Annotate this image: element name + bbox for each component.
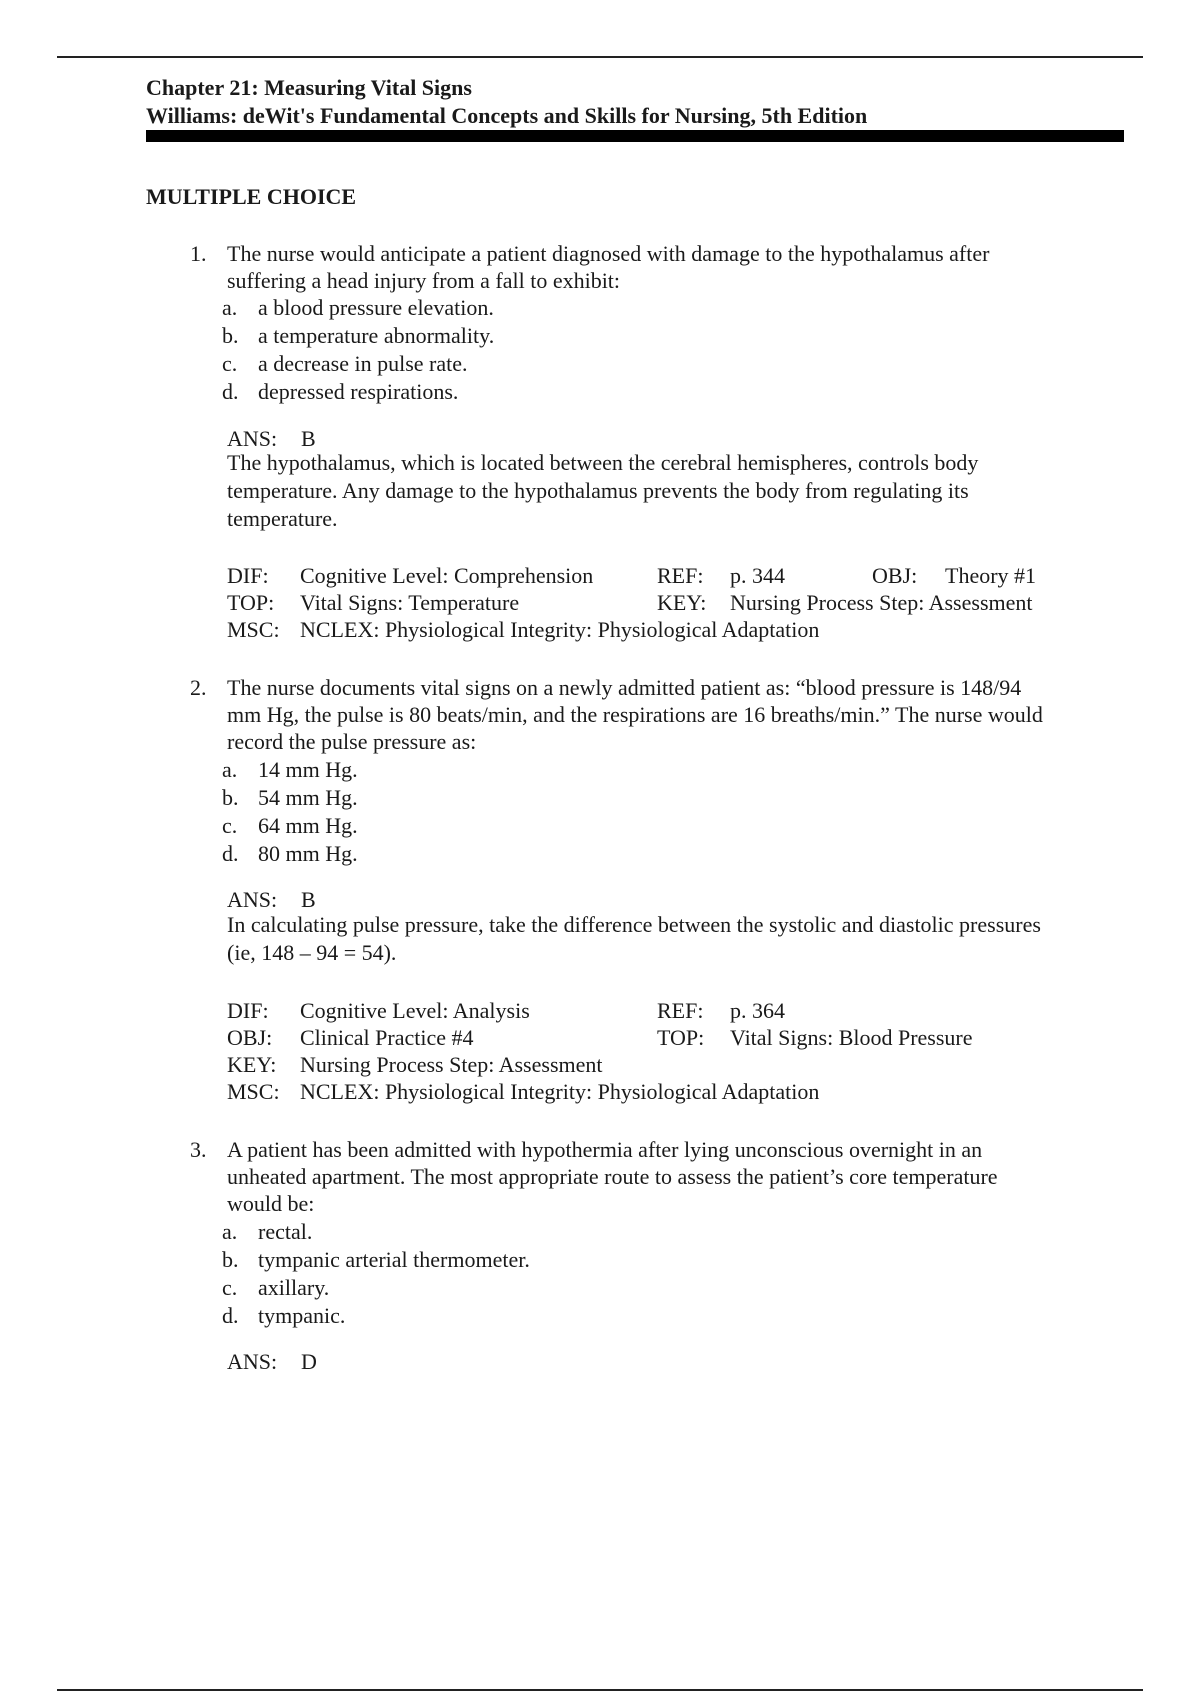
choice-c: c. a decrease in pulse rate.: [222, 351, 468, 376]
question-number: 3.: [190, 1137, 207, 1162]
choice-c: c. 64 mm Hg.: [222, 813, 358, 838]
question-number: 1.: [190, 241, 207, 266]
question-line: unheated apartment. The most appropriate route to assess the patient’s core temperature: [227, 1164, 998, 1189]
question-line: record the pulse pressure as:: [227, 729, 477, 754]
question-number: 2.: [190, 675, 207, 700]
choices: [222, 294, 1122, 406]
answer: ANS: B: [227, 426, 316, 451]
choice-d: d. tympanic.: [222, 1303, 346, 1328]
top-rule: [57, 56, 1143, 58]
bottom-rule: [57, 1689, 1143, 1691]
question-line: would be:: [227, 1191, 315, 1216]
choice-b: b. 54 mm Hg.: [222, 785, 358, 810]
section-title: MULTIPLE CHOICE: [146, 184, 357, 209]
choices: [222, 756, 1122, 868]
choice-c: c. axillary.: [222, 1275, 330, 1300]
question-line: A patient has been admitted with hypothermia after lying unconscious overnight in an: [227, 1137, 983, 1162]
question-line: The nurse documents vital signs on a newly admitted patient as: “blood pressure is 148/94: [227, 675, 1022, 700]
book-title: Williams: deWit's Fundamental Concepts and Skills for Nursing, 5th Edition: [146, 103, 868, 128]
document-header: [146, 74, 1126, 130]
choice-d: d. depressed respirations.: [222, 379, 459, 404]
choice-b: b. a temperature abnormality.: [222, 323, 495, 348]
question-line: The nurse would anticipate a patient diagnosed with damage to the hypothalamus after: [227, 241, 990, 266]
question-line: suffering a head injury from a fall to exhibit:: [227, 268, 621, 293]
question-text: [227, 1136, 1137, 1217]
choice-a: a. a blood pressure elevation.: [222, 295, 494, 320]
choice-a: a. 14 mm Hg.: [222, 757, 358, 782]
chapter-title: Chapter 21: Measuring Vital Signs: [146, 75, 472, 100]
question-metadata: DIF: Cognitive Level: Comprehension REF: p. 344 OBJ: Theory #1 TOP: Vital Signs: Temperature KEY: Nursing Process Step: Assessment MSC: NCLEX: Physiological Integrity: Physiological Adaptation: [227, 563, 1037, 642]
choices: [222, 1218, 1122, 1330]
rationale: The hypothalamus, which is located between the cerebral hemispheres, controls body temperature. Any damage to the hypothalamus prevents the body from regulating its temperature.: [227, 450, 979, 531]
choice-b: b. tympanic arterial thermometer.: [222, 1247, 530, 1272]
question-text: [227, 240, 1137, 294]
question-metadata: DIF: Cognitive Level: Analysis REF: p. 364 OBJ: Clinical Practice #4 TOP: Vital Signs: Blood Pressure KEY: Nursing Process Step: Assessment MSC: NCLEX: Physiological Integrity: Physiological Adaptation: [227, 998, 973, 1104]
answer: ANS: B: [227, 887, 316, 912]
rationale: In calculating pulse pressure, take the difference between the systolic and diastolic pressures (ie, 148 – 94 = 54).: [227, 912, 1041, 965]
choice-a: a. rectal.: [222, 1219, 313, 1244]
header-bar: [146, 130, 1124, 142]
question-text: [227, 674, 1137, 755]
question-line: mm Hg, the pulse is 80 beats/min, and the respirations are 16 breaths/min.” The nurse would: [227, 702, 1043, 727]
choice-d: d. 80 mm Hg.: [222, 841, 358, 866]
answer: ANS: D: [227, 1349, 317, 1374]
